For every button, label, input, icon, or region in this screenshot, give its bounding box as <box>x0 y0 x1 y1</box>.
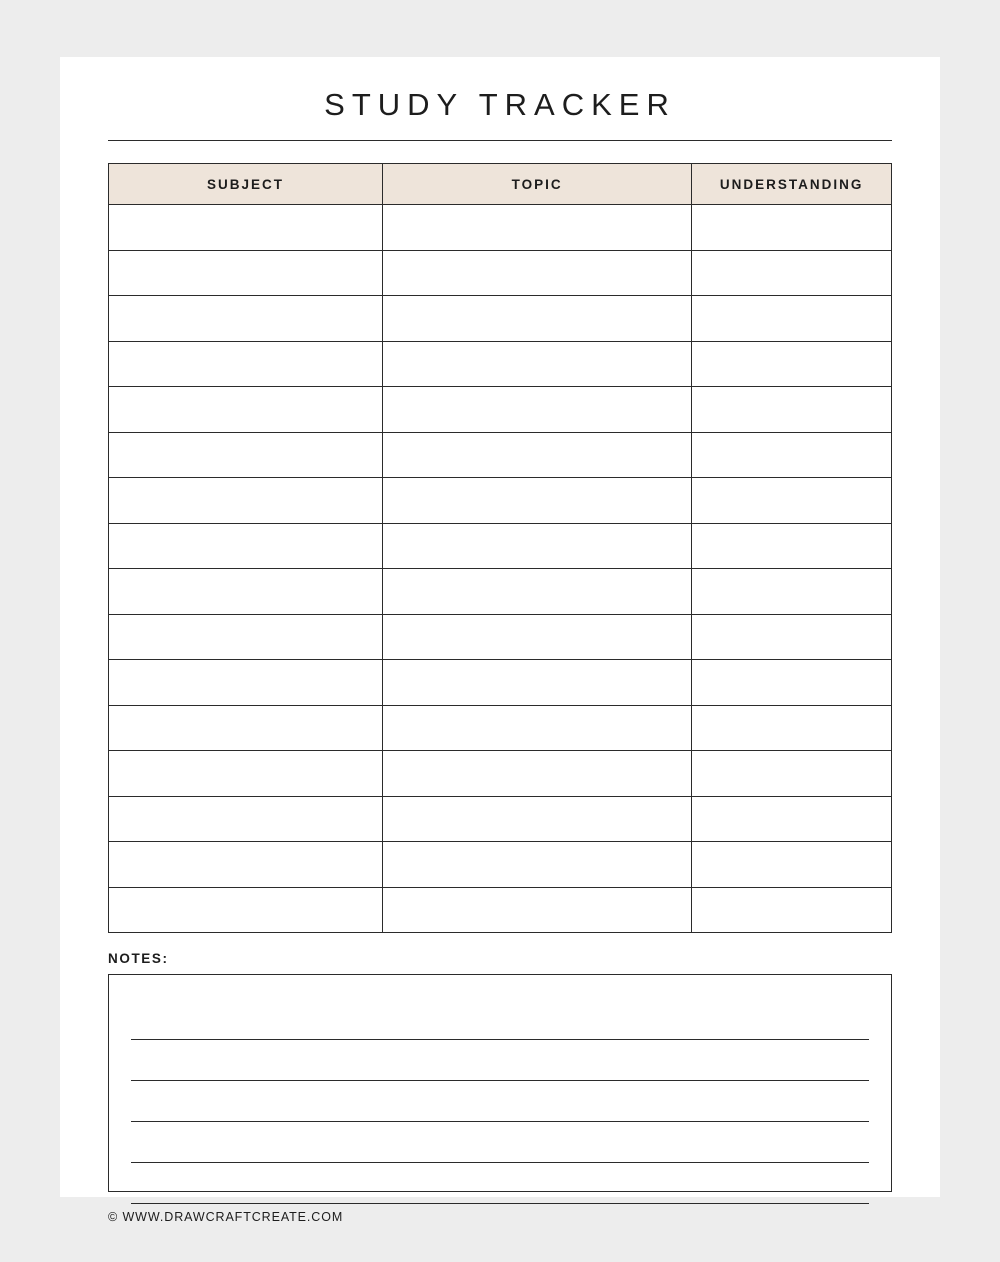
footer-credit: © WWW.DRAWCRAFTCREATE.COM <box>108 1210 344 1224</box>
cell-topic[interactable] <box>383 432 692 478</box>
cell-subject[interactable] <box>109 614 383 660</box>
table-row <box>109 887 892 933</box>
cell-subject[interactable] <box>109 250 383 296</box>
cell-understanding[interactable] <box>692 296 892 342</box>
cell-understanding[interactable] <box>692 660 892 706</box>
table-row <box>109 432 892 478</box>
cell-understanding[interactable] <box>692 887 892 933</box>
sheet-content <box>108 87 892 1224</box>
cell-understanding[interactable] <box>692 205 892 251</box>
cell-subject[interactable] <box>109 705 383 751</box>
table-row <box>109 705 892 751</box>
study-tracker-table <box>108 163 892 933</box>
cell-understanding[interactable] <box>692 751 892 797</box>
cell-topic[interactable] <box>383 478 692 524</box>
cell-topic[interactable] <box>383 751 692 797</box>
cell-understanding[interactable] <box>692 250 892 296</box>
table-row <box>109 205 892 251</box>
table-row <box>109 387 892 433</box>
table-row <box>109 523 892 569</box>
cell-understanding[interactable] <box>692 842 892 888</box>
table-row <box>109 341 892 387</box>
cell-understanding[interactable] <box>692 432 892 478</box>
cell-subject[interactable] <box>109 296 383 342</box>
table-row <box>109 796 892 842</box>
cell-topic[interactable] <box>383 614 692 660</box>
table-row <box>109 614 892 660</box>
cell-understanding[interactable] <box>692 341 892 387</box>
cell-topic[interactable] <box>383 250 692 296</box>
column-header-topic: TOPIC <box>383 164 692 205</box>
cell-topic[interactable] <box>383 205 692 251</box>
cell-topic[interactable] <box>383 341 692 387</box>
cell-subject[interactable] <box>109 660 383 706</box>
cell-topic[interactable] <box>383 796 692 842</box>
cell-topic[interactable] <box>383 842 692 888</box>
table-row <box>109 569 892 615</box>
cell-subject[interactable] <box>109 842 383 888</box>
column-header-subject: SUBJECT <box>109 164 383 205</box>
cell-understanding[interactable] <box>692 796 892 842</box>
notes-line[interactable] <box>131 999 869 1040</box>
cell-understanding[interactable] <box>692 478 892 524</box>
column-header-understanding: UNDERSTANDING <box>692 164 892 205</box>
cell-subject[interactable] <box>109 751 383 797</box>
cell-subject[interactable] <box>109 569 383 615</box>
title-divider <box>108 140 892 141</box>
notes-line[interactable] <box>131 1040 869 1081</box>
table-header-row <box>109 164 892 205</box>
cell-topic[interactable] <box>383 296 692 342</box>
cell-topic[interactable] <box>383 387 692 433</box>
cell-subject[interactable] <box>109 796 383 842</box>
cell-topic[interactable] <box>383 660 692 706</box>
page-title: STUDY TRACKER <box>324 87 676 122</box>
cell-topic[interactable] <box>383 705 692 751</box>
cell-understanding[interactable] <box>692 387 892 433</box>
cell-subject[interactable] <box>109 341 383 387</box>
table-row <box>109 751 892 797</box>
table-header <box>109 164 892 205</box>
cell-subject[interactable] <box>109 205 383 251</box>
table-row <box>109 478 892 524</box>
table-row <box>109 842 892 888</box>
cell-understanding[interactable] <box>692 614 892 660</box>
notes-line[interactable] <box>131 1122 869 1163</box>
cell-subject[interactable] <box>109 887 383 933</box>
table-row <box>109 660 892 706</box>
notes-box[interactable] <box>108 974 892 1192</box>
cell-topic[interactable] <box>383 569 692 615</box>
cell-understanding[interactable] <box>692 523 892 569</box>
notes-line[interactable] <box>131 1163 869 1204</box>
cell-subject[interactable] <box>109 387 383 433</box>
cell-topic[interactable] <box>383 523 692 569</box>
cell-understanding[interactable] <box>692 569 892 615</box>
notes-line[interactable] <box>131 1081 869 1122</box>
table-row <box>109 296 892 342</box>
table-row <box>109 250 892 296</box>
cell-subject[interactable] <box>109 523 383 569</box>
cell-understanding[interactable] <box>692 705 892 751</box>
cell-subject[interactable] <box>109 432 383 478</box>
table-body <box>109 205 892 933</box>
cell-topic[interactable] <box>383 887 692 933</box>
notes-label: NOTES: <box>108 951 169 966</box>
printable-page <box>60 57 940 1224</box>
cell-subject[interactable] <box>109 478 383 524</box>
